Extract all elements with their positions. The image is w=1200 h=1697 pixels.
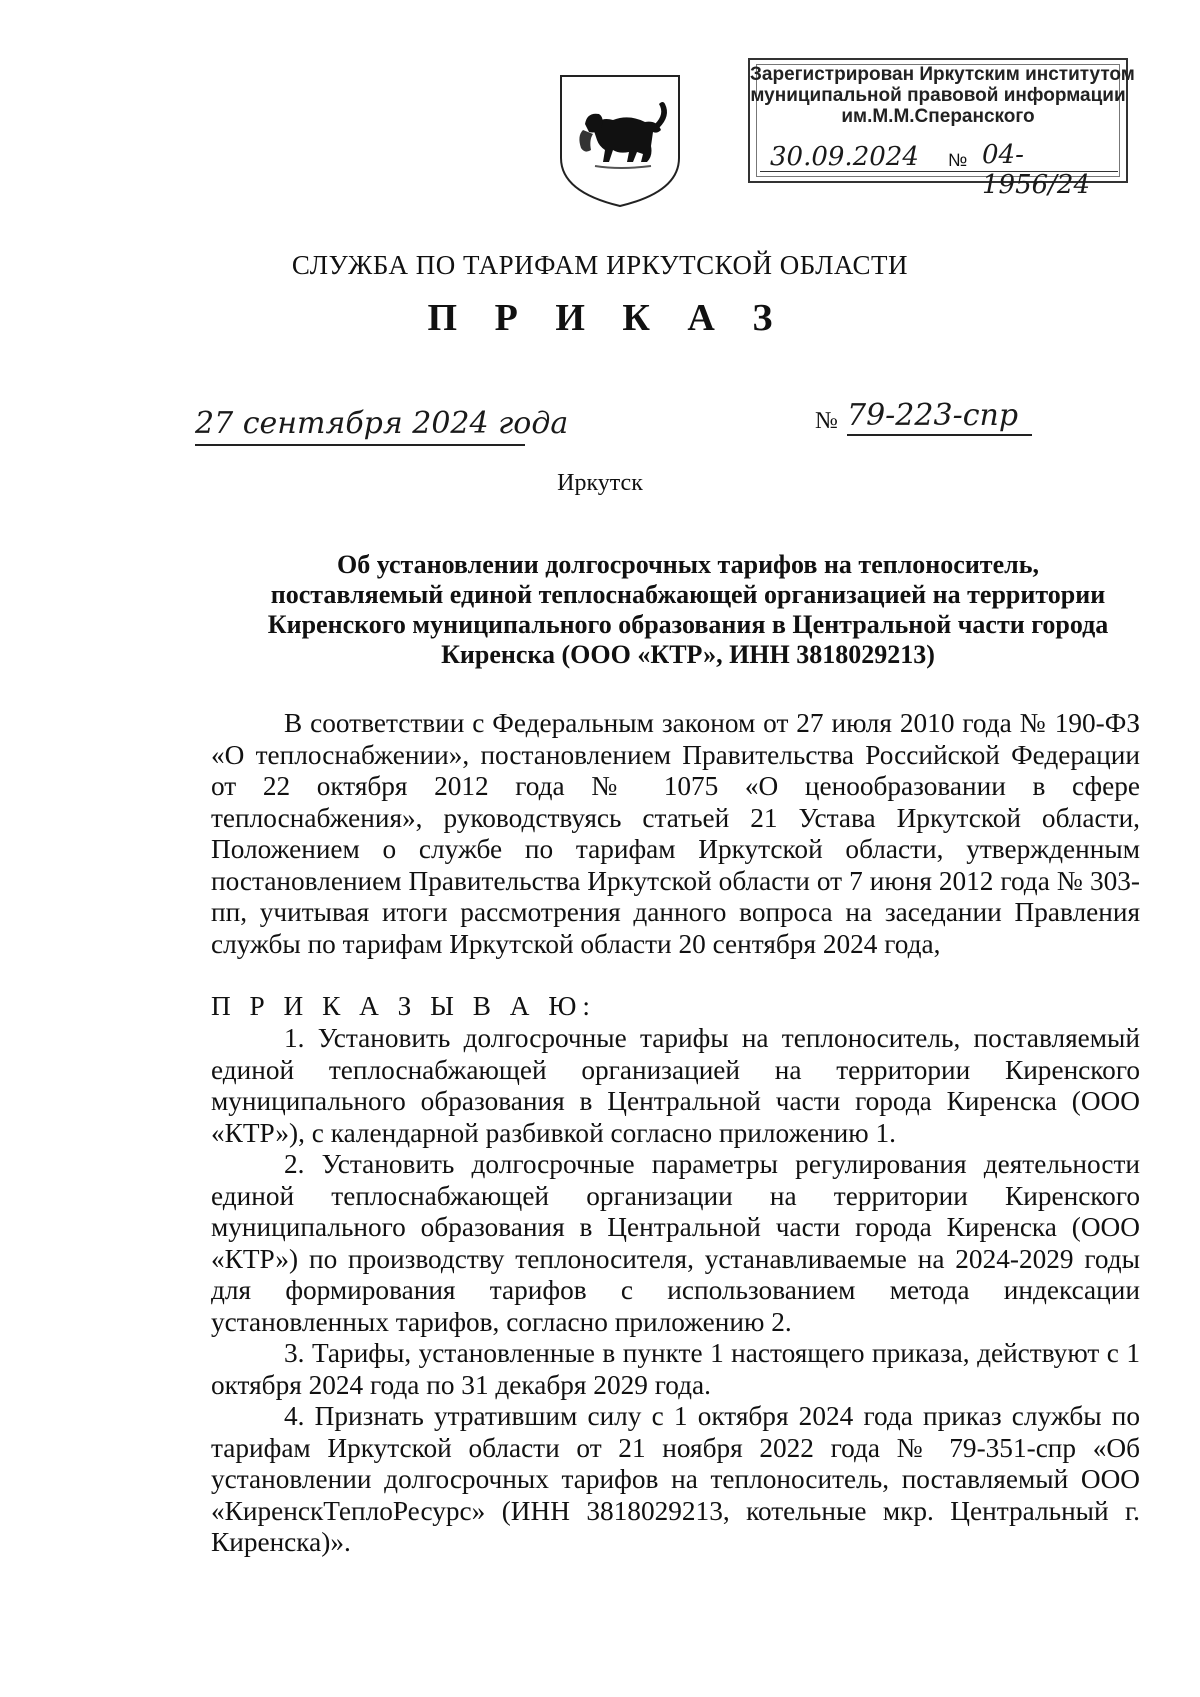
order-item-1: 1. Установить долгосрочные тарифы на теплоноситель, поставляемый единой теплоснабжающей организацией на территории Киренского муниципального образования в Центральной части города Киренска (ООО «КТР»), с календарной разбивкой согласно приложению 1. — [211, 1023, 1140, 1148]
stamp-underline — [760, 171, 1118, 172]
stamp-text — [750, 64, 1135, 127]
title-line-2: поставляемый единой теплоснабжающей организацией на территории — [270, 580, 1106, 609]
stamp-line-3: им.М.М.Сперанского — [841, 106, 1035, 127]
city-name: Иркутск — [557, 470, 643, 496]
order-word: П Р И К А З Ы В А Ю: — [211, 991, 596, 1021]
document-title — [236, 550, 1140, 670]
order-item-3: 3. Тарифы, установленные в пункте 1 настоящего приказа, действуют с 1 октября 2024 года по 31 декабря 2029 года. — [211, 1338, 1140, 1400]
order-number — [847, 398, 1032, 438]
signing-date-handwritten: 27 сентября 2024 года — [195, 406, 569, 441]
stamp-line-2: муниципальной правовой информации — [750, 85, 1126, 106]
stamp-line-1: Зарегистрирован Иркутским институтом — [750, 64, 1135, 85]
preamble-paragraph: В соответствии с Федеральным законом от 27 июля 2010 года № 190-ФЗ «О теплоснабжении», постановлением Правительства Российской Федерации от 22 октября 2012 года № 1075 «О ценообразовании в сфере теплоснабжения», руководствуясь статьей 21 Устава Иркутской области, Положением о службе по тарифам Иркутской области, утвержденным постановлением Правительства Иркутской области от 7 июня 2012 года № 303-пп, учитывая итоги рассмотрения данного вопроса на заседании Правления службы по тарифам Иркутской области 20 сентября 2024 года, — [211, 708, 1140, 959]
stamp-registration-row — [760, 140, 1118, 200]
agency-name: СЛУЖБА ПО ТАРИФАМ ИРКУТСКОЙ ОБЛАСТИ — [291, 250, 909, 280]
stamp-number-label: № — [948, 150, 968, 170]
title-line-4: Киренска (ООО «КТР», ИНН 3818029213) — [441, 640, 935, 669]
order-item-2: 2. Установить долгосрочные параметры регулирования деятельности единой теплоснабжающей организации на территории Киренского муниципального образования в Центральной части города Киренска (ООО «КТР») по производству теплоносителя, устанавливаемые на 2024-2029 годы для формирования тарифов с использованием метода индексации установленных тарифов, согласно приложению 2. — [211, 1149, 1140, 1337]
order-item-4: 4. Признать утратившим силу с 1 октября 2024 года приказ службы по тарифам Иркутской области от 21 ноября 2022 года № 79-351-спр «Об установлении долгосрочных тарифов на теплоноситель, поставляемый ООО «КиренскТеплоРесурс» (ИНН 3818029213, котельные мкр. Центральный г. Киренска)». — [211, 1401, 1140, 1557]
order-number-label: № — [815, 408, 838, 434]
irkutsk-coat-of-arms-emblem — [555, 70, 685, 210]
preamble-block — [211, 708, 1140, 960]
title-line-1: Об установлении долгосрочных тарифов на теплоноситель, — [337, 550, 1039, 579]
document-type-heading: П Р И К А З — [427, 297, 787, 339]
title-line-3: Киренского муниципального образования в Центральной части города — [267, 610, 1109, 639]
signing-date-underline — [195, 444, 525, 446]
order-items — [211, 1023, 1140, 1559]
stamp-registration-date: 30.09.2024 — [770, 142, 919, 172]
stamp-registration-number: 04-1956/24 — [982, 140, 1091, 200]
signing-date — [195, 406, 569, 446]
order-number-underline — [847, 434, 1032, 436]
registration-stamp — [748, 58, 1135, 200]
order-number-handwritten: 79-223-спр — [847, 398, 1019, 433]
